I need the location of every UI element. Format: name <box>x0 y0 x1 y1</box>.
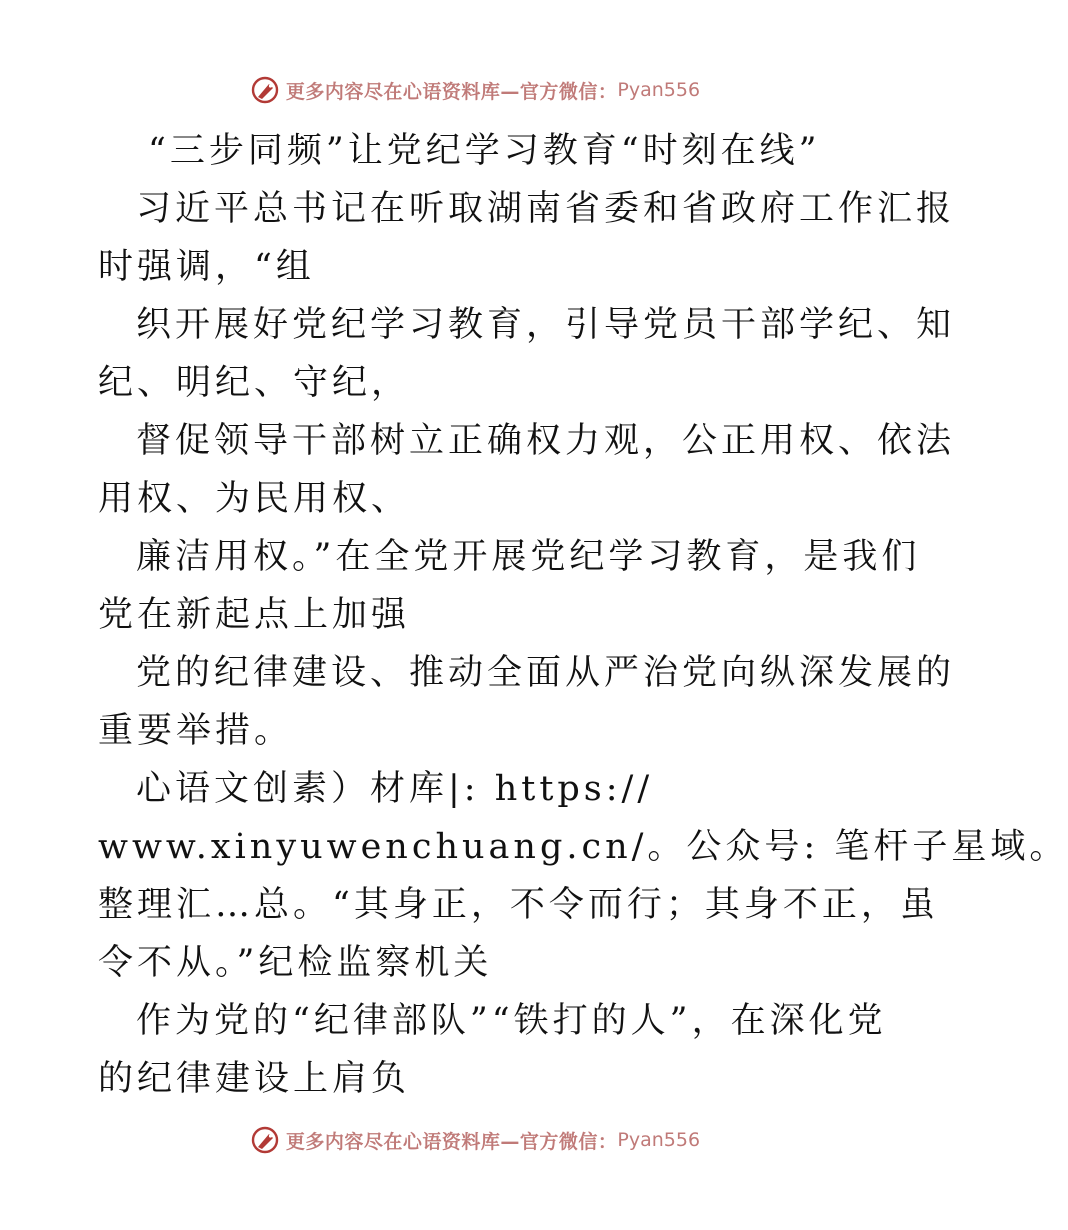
paragraph-line: 的纪律建设上肩负 <box>98 1059 411 1099</box>
pen-nib-circle-icon <box>250 75 280 105</box>
paragraph-line: 心语文创素）材库|: https:// <box>136 769 654 809</box>
header-banner <box>0 70 950 110</box>
paragraph-line: 作为党的“纪律部队”“铁打的人”，在深化党 <box>136 1001 887 1041</box>
paragraph-line: 织开展好党纪学习教育，引导党员干部学纪、知 <box>136 305 956 345</box>
paragraph-line: 时强调，“组 <box>98 247 315 287</box>
paragraph-line: 重要举措。 <box>98 711 294 751</box>
banner-contact: Pyan556 <box>617 1129 701 1151</box>
pen-nib-circle-icon <box>250 1125 280 1155</box>
banner-text: 更多内容尽在心语资料库—官方微信： <box>285 80 618 103</box>
banner-text: 更多内容尽在心语资料库—官方微信： <box>285 1130 618 1153</box>
paragraph-line: 党在新起点上加强 <box>98 595 411 635</box>
banner-contact: Pyan556 <box>617 79 701 101</box>
paragraph-line: 习近平总书记在听取湖南省委和省政府工作汇报 <box>136 189 956 229</box>
paragraph-line: 令不从。”纪检监察机关 <box>98 943 493 983</box>
paragraph-line: 廉洁用权。”在全党开展党纪学习教育，是我们 <box>136 537 921 577</box>
paragraph-line: 党的纪律建设、推动全面从严治党向纵深发展的 <box>136 653 956 693</box>
paragraph-line: 整理汇…总。“其身正，不令而行；其身不正，虽 <box>98 885 939 925</box>
paragraph-line: 督促领导干部树立正确权力观，公正用权、依法 <box>136 421 956 461</box>
paragraph-line: www.xinyuwenchuang.cn/。公众号: 笔杆子星域。 <box>98 827 1068 867</box>
paragraph-line: 用权、为民用权、 <box>98 479 411 519</box>
paragraph-line: 纪、明纪、守纪， <box>98 363 411 403</box>
document-title: “三步同频”让党纪学习教育“时刻在线” <box>148 131 821 171</box>
footer-banner <box>0 1120 950 1160</box>
document-body <box>98 122 1068 1108</box>
